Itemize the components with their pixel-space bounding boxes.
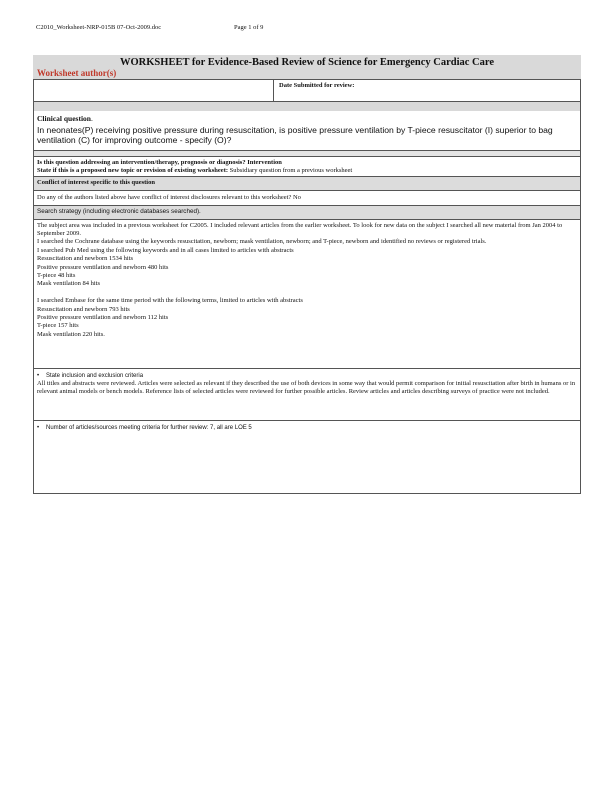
topic-status-value: Subsidiary question from a previous worksheet <box>229 167 353 174</box>
search-line: T-piece 157 hits <box>37 322 79 330</box>
authors-field[interactable] <box>33 79 273 102</box>
topic-status-label: State if this is a proposed new topic or revision of existing worksheet: <box>37 167 230 174</box>
search-line: Resuscitation and newborn 793 hits <box>37 305 130 313</box>
search-line: The subject area was included in a previous worksheet for C2005. I included relevant articles from the earlier worksheet. To look for new data on the subject I searched all new material from Jan 2004 to September 2009. <box>37 221 563 238</box>
articles-count-heading: • Number of articles/sources meeting criteria for further review: 7, all are LOE 5 <box>37 424 252 431</box>
search-line: I searched Embase for the same time period with the following terms, limited to articles with abstracts <box>37 297 303 305</box>
authors-row <box>33 79 581 102</box>
search-line: Mask ventilation 84 hits <box>37 280 101 288</box>
search-line: T-piece 48 hits <box>37 272 76 280</box>
search-strategy-body <box>33 220 581 369</box>
conflict-of-interest-text: Do any of the authors listed above have conflict of interest disclosures relevant to this worksheet? No <box>37 193 301 201</box>
title-band <box>33 55 581 79</box>
topic-status-line <box>37 167 577 175</box>
search-line: Positive pressure ventilation and newborn 480 hits <box>37 263 169 271</box>
running-header-filename: C2010_Worksheet-NRP-015B 07-Oct-2009.doc <box>36 24 162 31</box>
search-line: Positive pressure ventilation and newborn 112 hits <box>37 314 169 322</box>
search-line: I searched the Cochrane database using the keywords resuscitation, newborn; mask ventilation, newborn; and T-piece, newborn and identified no reviews or registered trials. <box>37 238 487 246</box>
clinical-question-text: In neonates(P) receiving positive pressure during resuscitation, is positive pressure ventilation by T-piece resuscitator (I) superior to bag ventilation (C) for improving outcome - specify (O)? <box>37 125 553 146</box>
search-line: Resuscitation and newborn 1534 hits <box>37 255 134 263</box>
conflict-of-interest-label: Conflict of interest specific to this question <box>37 179 155 187</box>
search-line-blank <box>37 289 577 297</box>
articles-count-section <box>33 421 581 494</box>
question-type-line: Is this question addressing an intervention/therapy, prognosis or diagnosis? Intervention <box>37 158 282 166</box>
clinical-question-section <box>33 111 581 151</box>
inclusion-criteria-text: All titles and abstracts were reviewed. Articles were selected as relevant if they described the use of both devices in some way that would permit comparison for initial resuscitation after birth in humans or in relevant animal models or bench models. Reference lists of selected articles were reviewed for further possible articles. Review articles and articles describing surveys of practice were not included. <box>37 380 576 396</box>
inclusion-criteria-section <box>33 369 581 421</box>
date-submitted-field[interactable] <box>273 79 581 102</box>
clinical-question-label: Clinical question. <box>37 114 93 123</box>
question-type-section <box>33 156 581 178</box>
inclusion-criteria-heading: • State inclusion and exclusion criteria <box>37 372 144 379</box>
worksheet-title: WORKSHEET for Evidence-Based Review of Science for Emergency Cardiac Care <box>120 57 494 68</box>
conflict-of-interest-body <box>33 191 581 206</box>
authors-label: Worksheet author(s) <box>37 68 117 78</box>
search-strategy-label: Search strategy (including electronic databases searched). <box>37 208 201 216</box>
date-submitted-label: Date Submitted for review: <box>279 82 355 89</box>
search-line: Mask ventilation 220 hits. <box>37 330 105 338</box>
bullet-icon: • <box>37 372 40 379</box>
bullet-icon: • <box>37 424 40 431</box>
section-spacer <box>33 102 581 111</box>
running-header-page-number: Page 1 of 9 <box>234 24 264 31</box>
search-strategy-header <box>33 206 581 219</box>
search-line: I searched Pub Med using the following keywords and in all cases limited to articles with abstracts <box>37 246 294 254</box>
worksheet <box>33 55 581 494</box>
conflict-of-interest-header <box>33 177 581 190</box>
